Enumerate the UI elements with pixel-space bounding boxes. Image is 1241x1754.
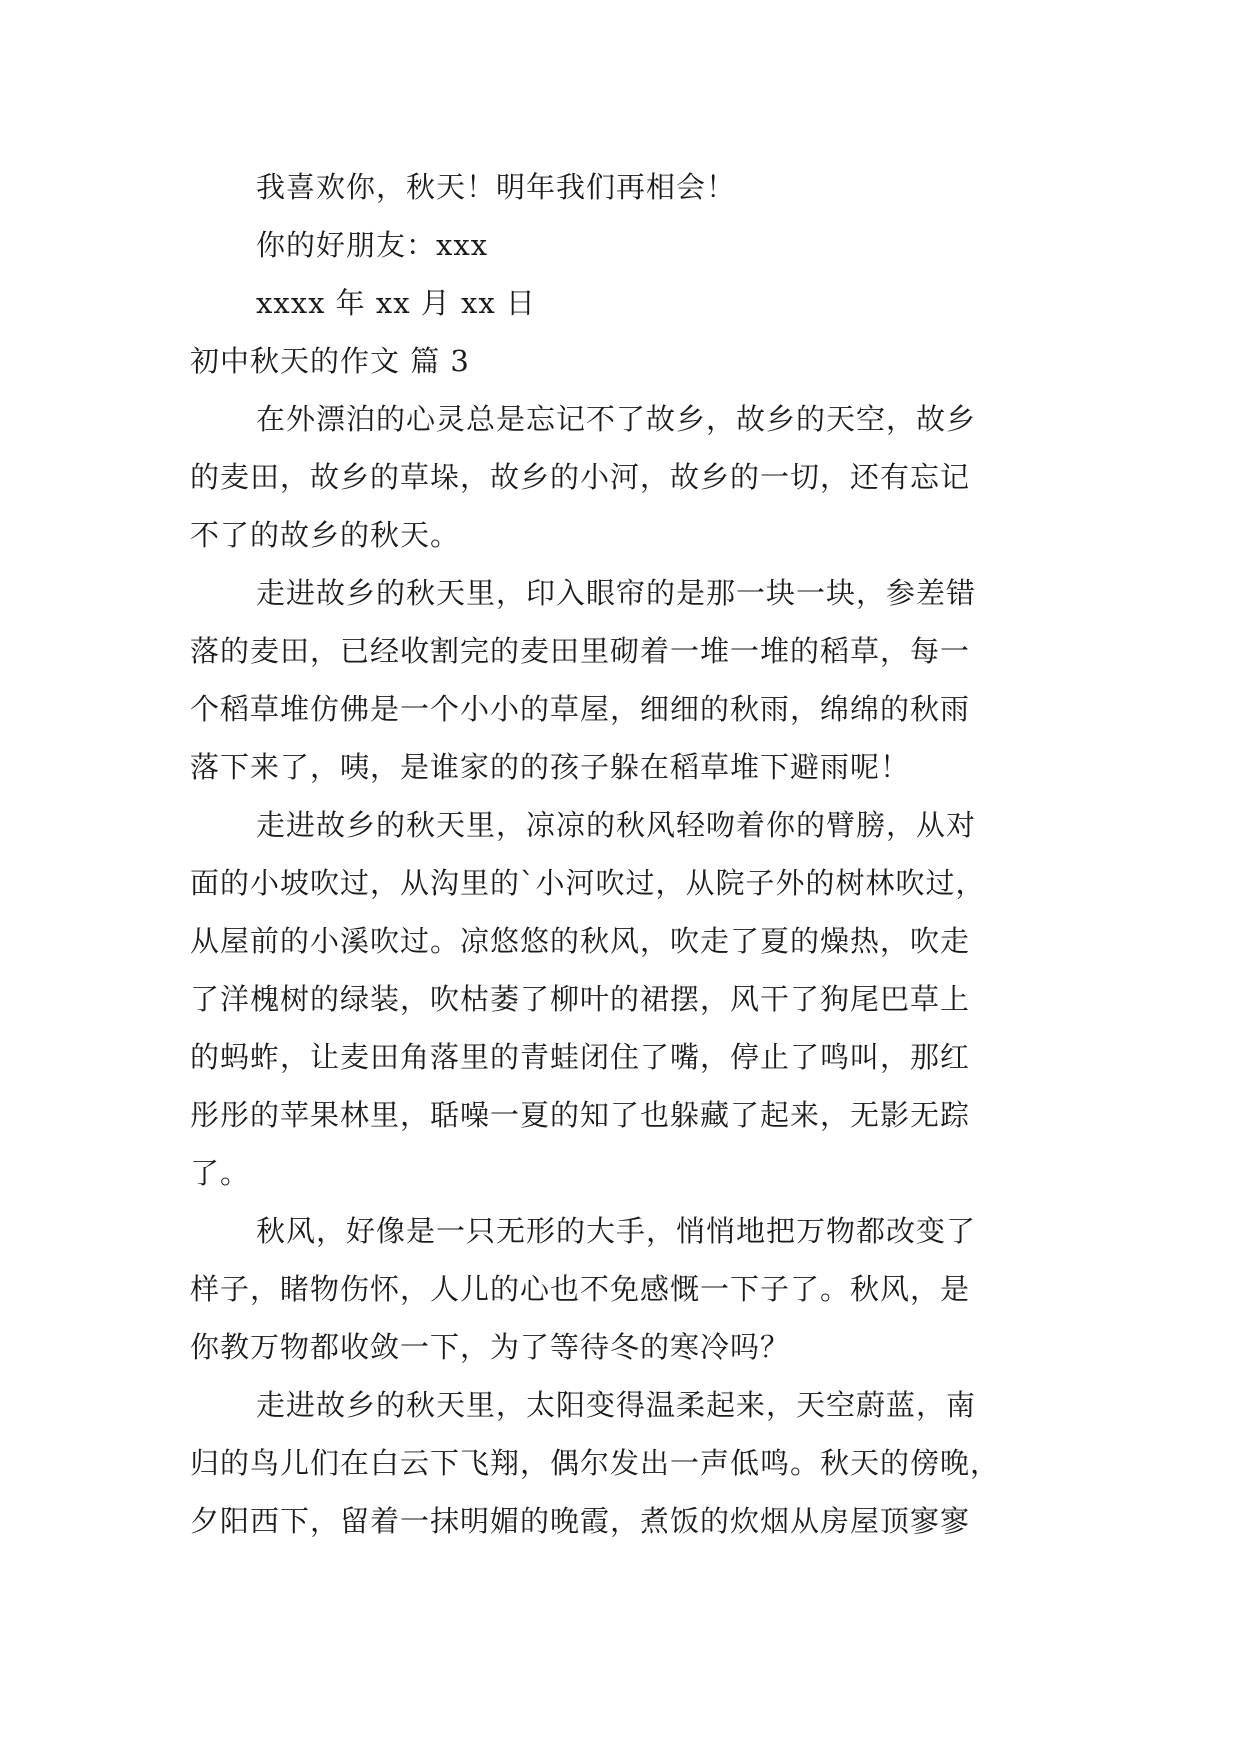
paragraph-line: 你教万物都收敛一下，为了等待冬的寒冷吗？	[190, 1330, 791, 1364]
paragraph-line: 落的麦田，已经收割完的麦田里砌着一堆一堆的稻草，每一	[190, 634, 971, 668]
paragraph-line: 落下来了，咦，是谁家的的孩子躲在稻草堆下避雨呢！	[190, 750, 911, 784]
paragraph-line: 秋风，好像是一只无形的大手，悄悄地把万物都改变了	[256, 1214, 977, 1248]
paragraph-line: 在外漂泊的心灵总是忘记不了故乡，故乡的天空，故乡	[256, 402, 977, 436]
paragraph	[190, 1202, 1060, 1376]
document-content	[190, 158, 1060, 1550]
closing-line: 我喜欢你，秋天！明年我们再相会！	[256, 170, 737, 204]
paragraph-line: 归的鸟儿们在白云下飞翔，偶尔发出一声低鸣。秋天的傍晚，	[190, 1446, 1001, 1480]
paragraph-line: 不了的故乡的秋天。	[190, 518, 461, 552]
closing-date: xxxx 年 xx 月 xx 日	[256, 286, 536, 320]
paragraph-line: 个稻草堆仿佛是一个小小的草屋，细细的秋雨，绵绵的秋雨	[190, 692, 971, 726]
paragraph-line: 夕阳西下，留着一抹明媚的晚霞，煮饭的炊烟从房屋顶寥寥	[190, 1504, 971, 1538]
paragraph-line: 走进故乡的秋天里，太阳变得温柔起来，天空蔚蓝，南	[256, 1388, 977, 1422]
paragraph-line: 了洋槐树的绿装，吹枯萎了柳叶的裙摆，风干了狗尾巴草上	[190, 982, 971, 1016]
section-title: 初中秋天的作文 篇 3	[190, 344, 470, 378]
paragraph-line: 彤彤的苹果林里，聒噪一夏的知了也躲藏了起来，无影无踪	[190, 1098, 971, 1132]
paragraph-line: 样子，睹物伤怀，人儿的心也不免感慨一下子了。秋风，是	[190, 1272, 971, 1306]
paragraph	[190, 564, 1060, 796]
paragraph	[190, 1376, 1060, 1550]
paragraph-line: 从屋前的小溪吹过。凉悠悠的秋风，吹走了夏的燥热，吹走	[190, 924, 971, 958]
paragraph	[190, 796, 1060, 1202]
paragraph-line: 的麦田，故乡的草垛，故乡的小河，故乡的一切，还有忘记	[190, 460, 971, 494]
closing-signature: 你的好朋友：xxx	[256, 228, 489, 262]
paragraph-line: 的蚂蚱，让麦田角落里的青蛙闭住了嘴，停止了鸣叫，那红	[190, 1040, 971, 1074]
paragraph-line: 走进故乡的秋天里，凉凉的秋风轻吻着你的臂膀，从对	[256, 808, 977, 842]
paragraph-line: 面的小坡吹过，从沟里的`小河吹过，从院子外的树林吹过，	[190, 866, 986, 900]
paragraph-line: 走进故乡的秋天里，印入眼帘的是那一块一块，参差错	[256, 576, 977, 610]
paragraph-line: 了。	[190, 1156, 251, 1190]
paragraph	[190, 390, 1060, 564]
